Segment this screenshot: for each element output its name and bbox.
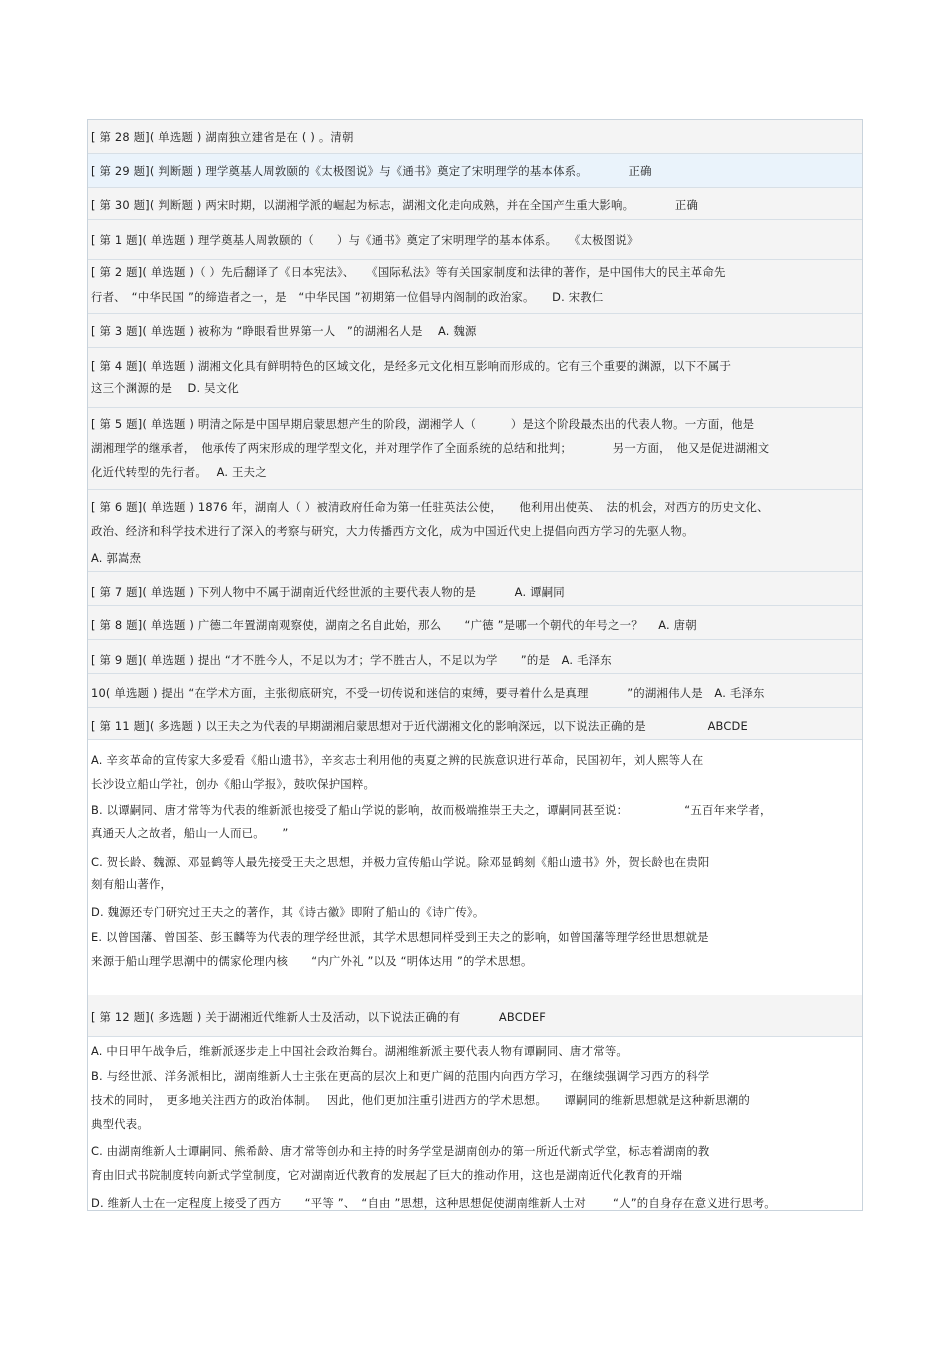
question-text-line: B. 以谭嗣同、唐才常等为代表的维新派也接受了船山学说的影响，故而极端推崇王夫之，谭嗣同甚至说： “五百年来学者，: [91, 803, 772, 817]
question-q10: [88, 674, 862, 708]
question-text-line: 政治、经济和科学技术进行了深入的考察与研究，大力传播西方文化，成为中国近代史上提倡向西方学习的先驱人物。: [91, 524, 694, 538]
question-q1: [88, 220, 862, 260]
question-text-line: 长沙设立船山学社，创办《船山学报》，鼓吹保护国粹。: [91, 777, 376, 791]
question-q9: [88, 640, 862, 674]
question-text-line: 湖湘理学的继承者， 他承传了两宋形成的理学型文化，并对理学作了全面系统的总结和批判； 另一方面， 他又是促进湖湘文: [91, 441, 770, 455]
question-q7: [88, 572, 862, 606]
question-q28: [88, 120, 862, 154]
question-text-line: 行者、 “中华民国 ”的缔造者之一，是 “中华民国 ”初期第一位倡导内阁制的政治家。 D. 宋教仁: [91, 290, 604, 304]
question-text-line: 化近代转型的先行者。 A. 王夫之: [91, 465, 267, 479]
question-text-line: A. 郭嵩焘: [91, 551, 142, 565]
question-text-line: [ 第 2 题]( 单选题 )（ ）先后翻译了《日本宪法》、 《国际私法》等有关国家制度和法律的著作，是中国伟大的民主革命先: [91, 265, 726, 279]
question-text-line: 典型代表。: [91, 1117, 149, 1131]
question-text-line: [ 第 12 题]( 多选题 ) 关于湖湘近代维新人士及活动，以下说法正确的有 ABCDEF: [91, 1010, 547, 1024]
question-text-line: E. 以曾国藩、曾国荃、彭玉麟等为代表的理学经世派，其学术思想同样受到王夫之的影响，如曾国藩等理学经世思想就是: [91, 930, 709, 944]
question-text-line: 10( 单选题 ) 提出 “在学术方面，主张彻底研究，不受一切传说和迷信的束缚，要寻着什么是真理 ”的湖湘伟人是 A. 毛泽东: [91, 686, 765, 700]
question-text-line: A. 中日甲午战争后，维新派逐步走上中国社会政治舞台。湖湘维新派主要代表人物有谭嗣同、唐才常等。: [91, 1044, 629, 1058]
question-q29: [88, 154, 862, 188]
question-text-line: B. 与经世派、洋务派相比，湖南维新人士主张在更高的层次上和更广阔的范围内向西方学习，在继续强调学习西方的科学: [91, 1069, 710, 1083]
question-text-line: [ 第 5 题]( 单选题 ) 明清之际是中国早期启蒙思想产生的阶段，湖湘学人（ ）是这个阶段最杰出的代表人物。一方面，他是: [91, 417, 755, 431]
question-text-line: C. 由湖南维新人士谭嗣同、熊希龄、唐才常等创办和主持的时务学堂是湖南创办的第一所近代新式学堂，标志着湖南的教: [91, 1144, 710, 1158]
question-text-line: [ 第 8 题]( 单选题 ) 广德二年置湖南观察使，湖南之名自此始，那么 “广德 ”是哪一个朝代的年号之一？ A. 唐朝: [91, 618, 697, 632]
question-text-line: [ 第 7 题]( 单选题 ) 下列人物中不属于湖南近代经世派的主要代表人物的是 A. 谭嗣同: [91, 585, 565, 599]
question-text-line: 技术的同时， 更多地关注西方的政治体制。 因此，他们更加注重引进西方的学术思想。 谭嗣同的维新思想就是这种新思潮的: [91, 1093, 750, 1107]
question-list: [87, 119, 863, 1211]
question-text-line: 这三个渊源的是 D. 吴文化: [91, 381, 239, 395]
question-text-line: [ 第 1 题]( 单选题 ) 理学奠基人周敦颐的（ ）与《通书》奠定了宋明理学的基本体系。 《太极图说》: [91, 233, 639, 247]
question-text-line: C. 贺长龄、魏源、邓显鹤等人最先接受王夫之思想，并极力宣传船山学说。除邓显鹤刻《船山遗书》外，贺长龄也在贵阳: [91, 855, 710, 869]
question-text-line: [ 第 6 题]( 单选题 ) 1876 年，湖南人（ ）被清政府任命为第一任驻英法公使， 他利用出使英、 法的机会，对西方的历史文化、: [91, 500, 769, 514]
question-text-line: [ 第 29 题]( 判断题 ) 理学奠基人周敦颐的《太极图说》与《通书》奠定了宋明理学的基本体系。 正确: [91, 164, 652, 178]
question-text-line: [ 第 9 题]( 单选题 ) 提出 “才不胜今人，不足以为才；学不胜古人，不足以为学 ”的是 A. 毛泽东: [91, 653, 612, 667]
question-text-line: [ 第 3 题]( 单选题 ) 被称为 “睁眼看世界第一人 ”的湖湘名人是 A. 魏源: [91, 324, 477, 338]
question-q4: [88, 348, 862, 408]
question-q2: [88, 260, 862, 314]
question-text-line: 真通天人之故者，船山一人而已。 ”: [91, 826, 289, 840]
question-text-line: 育由旧式书院制度转向新式学堂制度，它对湖南近代教育的发展起了巨大的推动作用，这也是湖南近代化教育的开端: [91, 1168, 683, 1182]
question-text-line: 来源于船山理学思潮中的儒家伦理内核 “内广外礼 ”以及 “明体达用 ”的学术思想。: [91, 954, 533, 968]
question-text-line: A. 辛亥革命的宣传家大多爱看《船山遗书》，辛亥志士利用他的夷夏之辨的民族意识进行革命，民国初年，刘人熙等人在: [91, 753, 704, 767]
question-q8: [88, 606, 862, 640]
question-text-line: [ 第 4 题]( 单选题 ) 湖湘文化具有鲜明特色的区域文化，是经多元文化相互影响而形成的。它有三个重要的渊源，以下不属于: [91, 359, 732, 373]
question-q5: [88, 408, 862, 490]
question-text-line: 刻有船山著作，: [91, 877, 173, 891]
question-q11-options: [88, 740, 862, 995]
question-text-line: [ 第 11 题]( 多选题 ) 以王夫之为代表的早期湖湘启蒙思想对于近代湖湘文化的影响深远，以下说法正确的是 ABCDE: [91, 719, 748, 733]
question-q11: [88, 708, 862, 740]
question-q3: [88, 314, 862, 348]
question-text-line: D. 魏源还专门研究过王夫之的著作，其《诗古徽》即附了船山的《诗广传》。: [91, 905, 485, 919]
question-q12: [88, 995, 862, 1037]
question-text-line: [ 第 30 题]( 判断题 ) 两宋时期，以湖湘学派的崛起为标志，湖湘文化走向成熟，并在全国产生重大影响。 正确: [91, 198, 699, 212]
question-text-line: D. 维新人士在一定程度上接受了西方 “平等 ”、 “自由 ”思想，这种思想促使湖南维新人士对 “人”的自身存在意义进行思考。: [91, 1196, 776, 1210]
question-q6: [88, 490, 862, 572]
question-text-line: [ 第 28 题]( 单选题 ) 湖南独立建省是在 ( ) 。清朝: [91, 130, 354, 144]
question-q12-options: [88, 1037, 862, 1211]
question-q30: [88, 188, 862, 220]
